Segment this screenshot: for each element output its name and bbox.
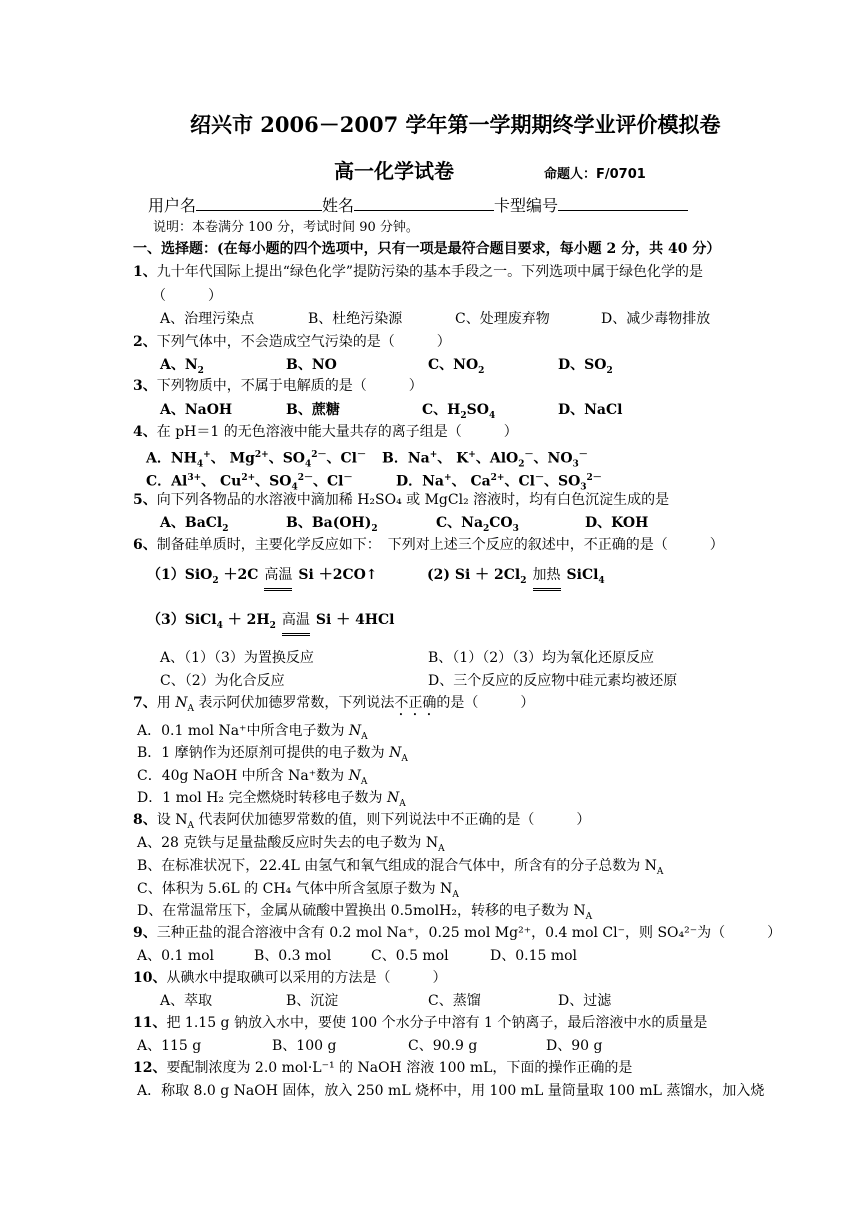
q2-option-c: C、$NO_2$	[428, 357, 485, 376]
q1-option-a: A、治理污染点	[160, 311, 255, 327]
q10-option-a: A、萃取	[160, 993, 213, 1009]
author: 命题人：F/0701	[544, 167, 646, 182]
q11-option-c: C、90.9 g	[408, 1038, 478, 1054]
question-1: 1、九十年代国际上提出“绿色化学”提防污染的基本手段之一。下列选项中属于绿色化学的是	[133, 264, 704, 280]
section-heading: 一、选择题：(在每小题的四个选项中，只有一项是最符合题目要求，每小题 2 分，共 40 分）	[133, 241, 721, 257]
q9-option-d: D、0.15 mol	[490, 948, 578, 964]
question-4: 4、在 pH＝1 的无色溶液中能大量共存的离子组是（ ）	[133, 424, 518, 440]
q8-option-c: C、体积为 5.6L 的 CH₄ 气体中所含氢原子数为 $N_A$	[137, 881, 459, 900]
q9-option-a: A、0.1 mol	[137, 948, 215, 964]
q6-option-d: D、三个反应的反应物中硅元素均被还原	[428, 673, 678, 689]
q2-option-b: B、NO	[286, 357, 337, 373]
q8-option-b: B、在标准状况下，22.4L 由氢气和氧气组成的混合气体中，所含有的分子总数为 $N_A$	[137, 858, 664, 877]
exam-subtitle: 高一化学试卷	[334, 159, 454, 183]
reaction-1: （1）SiO$_2$ ＋2C 高温 Si ＋2CO↑	[147, 566, 378, 591]
question-6: 6、制备硅单质时，主要化学反应如下： 下列对上述三个反应的叙述中，不正确的是（ ）	[133, 537, 724, 553]
question-3: 3、下列物质中，不属于电解质的是（ ）	[133, 378, 423, 394]
info-line	[148, 196, 688, 216]
q7-option-a: A．0.1 mol Na⁺中所含电子数为 $N_A$	[137, 723, 368, 742]
q4-option-d: D．Na+、 $Ca^{2+}$、Cl－、$SO_3^{2-}$	[396, 473, 602, 493]
q6-option-c: C、（2）为化合反应	[160, 673, 285, 689]
q3-option-b: B、蔗糖	[286, 402, 340, 418]
q10-option-c: C、蒸馏	[428, 993, 481, 1009]
q3-option-a: A、NaOH	[160, 402, 233, 418]
exam-title: 绍兴市 2006－2007 学年第一学期期终学业评价模拟卷	[190, 112, 721, 137]
q10-option-d: D、过滤	[558, 993, 612, 1009]
user-label: 用户名	[148, 196, 197, 215]
q3-option-d: D、NaCl	[558, 402, 623, 418]
question-10: 10、从碘水中提取碘可以采用的方法是（ ）	[133, 970, 447, 986]
user-field[interactable]	[196, 196, 322, 211]
q12-option-a: A．称取 8.0 g NaOH 固体，放入 250 mL 烧杯中，用 100 mL 量筒量取 100 mL 蒸馏水，加入烧	[137, 1083, 765, 1099]
q1-paren: （ ）	[152, 288, 222, 304]
q5-option-a: A、BaCl$_2$	[160, 515, 229, 534]
reaction-3: （3）SiCl$_4$ ＋ $2H_2$ 高温 Si ＋ 4HCl	[147, 611, 395, 636]
name-field[interactable]	[354, 196, 494, 211]
reaction-2: (2) $Si + 2Cl_2$ 加热 SiCl$_4$	[427, 566, 605, 591]
q10-option-b: B、沉淀	[286, 993, 339, 1009]
q11-option-a: A、115 g	[137, 1038, 202, 1054]
question-2: 2、下列气体中，不会造成空气污染的是（ ）	[133, 334, 451, 350]
note: 说明：本卷满分 100 分，考试时间 90 分钟。	[153, 220, 419, 235]
q5-option-d: D、KOH	[585, 515, 649, 531]
q3-option-c: C、$H_2SO_4$	[422, 402, 496, 421]
q2-option-a: A、$N_2$	[160, 357, 204, 376]
q4-option-b: B．Na+、 K+、AlO$_2$－、$NO_3^-$	[382, 450, 588, 470]
question-9: 9、三种正盐的混合溶液中含有 0.2 mol Na⁺，0.25 mol Mg²⁺，0.4 mol Cl⁻，则 SO₄²⁻为（ ）	[133, 925, 782, 941]
q9-option-c: C、0.5 mol	[371, 948, 449, 964]
q8-option-d: D、在常温常压下，金属从硫酸中置换出 0.5molH₂，转移的电子数为 $N_A$	[137, 903, 593, 922]
q7-option-c: C．40g NaOH 中所含 Na⁺数为 $N_A$	[137, 768, 368, 787]
question-11: 11、把 1.15 g 钠放入水中，要使 100 个水分子中溶有 1 个钠离子，最后溶液中水的质量是	[133, 1015, 708, 1031]
q2-option-d: D、$SO_2$	[558, 357, 613, 376]
question-8: 8、设 $N_A$ 代表阿伏加德罗常数的值，则下列说法中不正确的是（ ）	[133, 812, 591, 831]
name-label: 姓名	[322, 196, 355, 215]
card-field[interactable]	[558, 196, 688, 211]
q1-option-b: B、杜绝污染源	[308, 311, 403, 327]
card-label: 卡型编号	[494, 196, 559, 215]
question-7: 7、用 $N_A$ 表示阿伏加德罗常数，下列说法不正确的是（ ）	[133, 695, 535, 714]
q7-option-b: B．1 摩钠作为还原剂可提供的电子数为 $N_A$	[137, 745, 408, 764]
q11-option-d: D、90 g	[546, 1038, 603, 1054]
q5-option-c: C、$Na_2CO_3$	[436, 515, 519, 534]
q1-option-d: D、减少毒物排放	[601, 311, 711, 327]
q7-option-d: D．1 mol H₂ 完全燃烧时转移电子数为 $N_A$	[137, 790, 406, 809]
q4-option-c: C．$Al^{3+}$、 $Cu^{2+}$、$SO_4^{2-}$、Cl－	[146, 473, 353, 493]
q4-option-a: A．$NH_4^+$、 $Mg^{2+}$、$SO_4^{2-}$、Cl－	[146, 450, 367, 470]
question-5: 5、向下列各物品的水溶液中滴加稀 H₂SO₄ 或 MgCl₂ 溶液时，均有白色沉淀生成的是	[133, 492, 670, 508]
q5-option-b: B、$Ba(OH)_2$	[286, 515, 378, 534]
q11-option-b: B、100 g	[272, 1038, 337, 1054]
q1-option-c: C、处理废弃物	[455, 311, 550, 327]
q6-option-a: A、（1）（3）为置换反应	[160, 650, 314, 666]
q9-option-b: B、0.3 mol	[254, 948, 332, 964]
q8-option-a: A、28 克铁与足量盐酸反应时失去的电子数为 $N_A$	[137, 835, 445, 854]
question-12: 12、要配制浓度为 2.0 mol·L⁻¹ 的 NaOH 溶液 100 mL，下面的操作正确的是	[133, 1060, 633, 1076]
q6-option-b: B、（1）（2）（3）均为氧化还原反应	[428, 650, 655, 666]
